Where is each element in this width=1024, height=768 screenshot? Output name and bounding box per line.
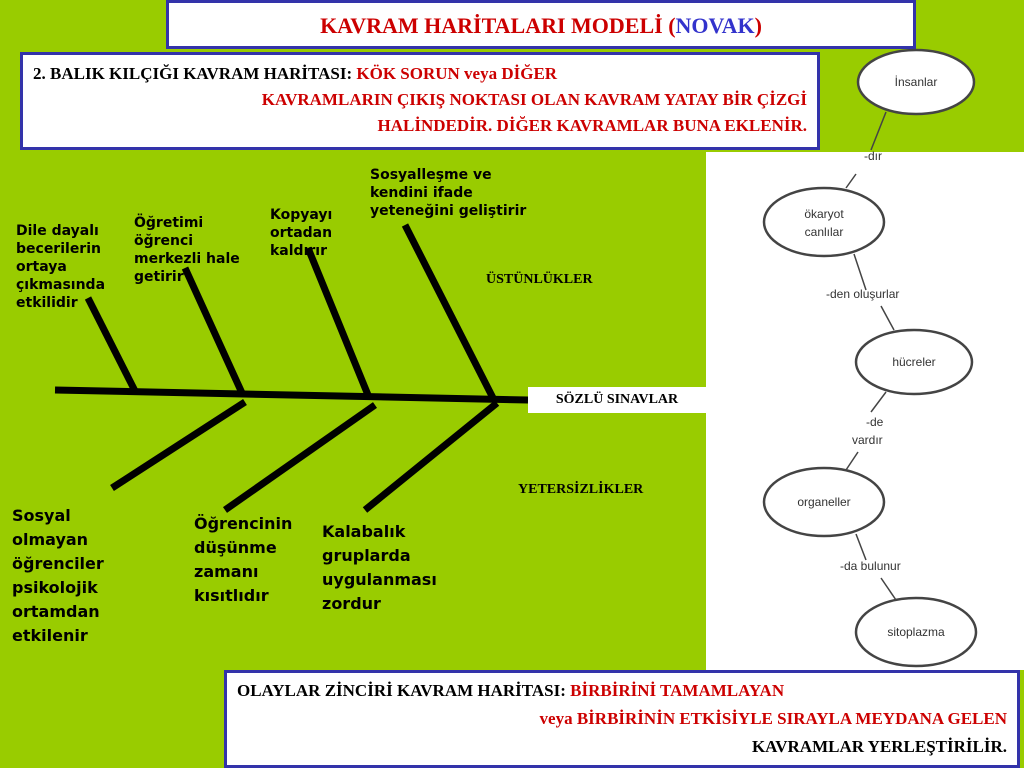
- chain-link-de: -de: [866, 415, 884, 429]
- top-cause-3: Kopyayı ortadan kaldırır: [270, 207, 333, 259]
- chain-def-line1: [237, 677, 1007, 705]
- chain-definition-box: [224, 670, 1020, 768]
- bottom-bone-3: [365, 403, 497, 510]
- chain-link-dir: -dır: [864, 149, 882, 163]
- top-bone-4: [405, 225, 493, 398]
- chain-def-line2: [237, 705, 1007, 733]
- top-group-label: ÜSTÜNLÜKLER: [486, 272, 593, 287]
- title-close: ): [754, 13, 762, 38]
- fishbone-def-line2: KAVRAMLARIN ÇIKIŞ NOKTASI OLAN KAVRAM YATAY BİR ÇİZGİ: [261, 90, 807, 109]
- chain-node-organeller: organeller: [797, 495, 851, 509]
- bottom-bone-2: [225, 405, 375, 510]
- top-cause-4: Sosyalleşme ve kendini ifade yeteneğini geliştirir: [370, 167, 527, 219]
- chain-node-okaryot: ökaryot: [804, 207, 844, 221]
- bottom-cause-3: Kalabalık gruplarda uygulanması zordur: [322, 522, 437, 613]
- title-accent: NOVAK: [675, 13, 755, 38]
- chain-def-red: BİRBİRİNİ TAMAMLAYAN: [570, 681, 785, 700]
- fishbone-def-label: 2. BALIK KILÇIĞI KAVRAM HARİTASI:: [33, 64, 357, 83]
- top-bone-2: [185, 268, 242, 393]
- chain-def-veya: veya: [539, 709, 577, 728]
- chain-def-label: OLAYLAR ZİNCİRİ KAVRAM HARİTASI:: [237, 681, 571, 700]
- chain-node-sitoplazma: sitoplazma: [887, 625, 945, 639]
- bottom-cause-2: Öğrencinin düşünme zamanı kısıtlıdır: [194, 514, 293, 605]
- top-bone-3: [308, 248, 368, 395]
- chain-node-insanlar: İnsanlar: [894, 75, 938, 89]
- bottom-cause-1: Sosyal olmayan öğrenciler psikolojik ortamdan etkilenir: [12, 506, 104, 645]
- chain-node-hucreler: hücreler: [892, 355, 936, 369]
- chain-node-canlilar: canlılar: [804, 225, 844, 239]
- chain-link-da-bulunur: -da bulunur: [840, 559, 901, 573]
- fishbone-def-red: KÖK SORUN veya DİĞER: [356, 64, 558, 83]
- fishbone-head: SÖZLÜ SINAVLAR: [528, 387, 706, 413]
- fishbone-spine: [55, 390, 528, 400]
- bottom-bone-1: [112, 402, 245, 488]
- chain-link-den-olusurlar: -den oluşurlar: [826, 287, 900, 301]
- bottom-group-label: YETERSİZLİKLER: [518, 482, 644, 497]
- chain-def-line3: KAVRAMLAR YERLEŞTİRİLİR.: [751, 737, 1007, 756]
- top-cause-1: Dile dayalı becerilerin ortaya çıkmasında etkilidir: [16, 223, 106, 311]
- chain-link-vardir: vardır: [852, 433, 883, 447]
- title-main: KAVRAM HARİTALARI MODELİ (: [320, 13, 676, 38]
- chain-def-red-2: BİRBİRİNİN ETKİSİYLE SIRAYLA MEYDANA GELEN: [576, 709, 1007, 728]
- fishbone-def-line3: HALİNDEDİR. DİĞER KAVRAMLAR BUNA EKLENİR.: [377, 116, 807, 135]
- top-cause-2: Öğretimi öğrenci merkezli hale getirir: [134, 215, 240, 285]
